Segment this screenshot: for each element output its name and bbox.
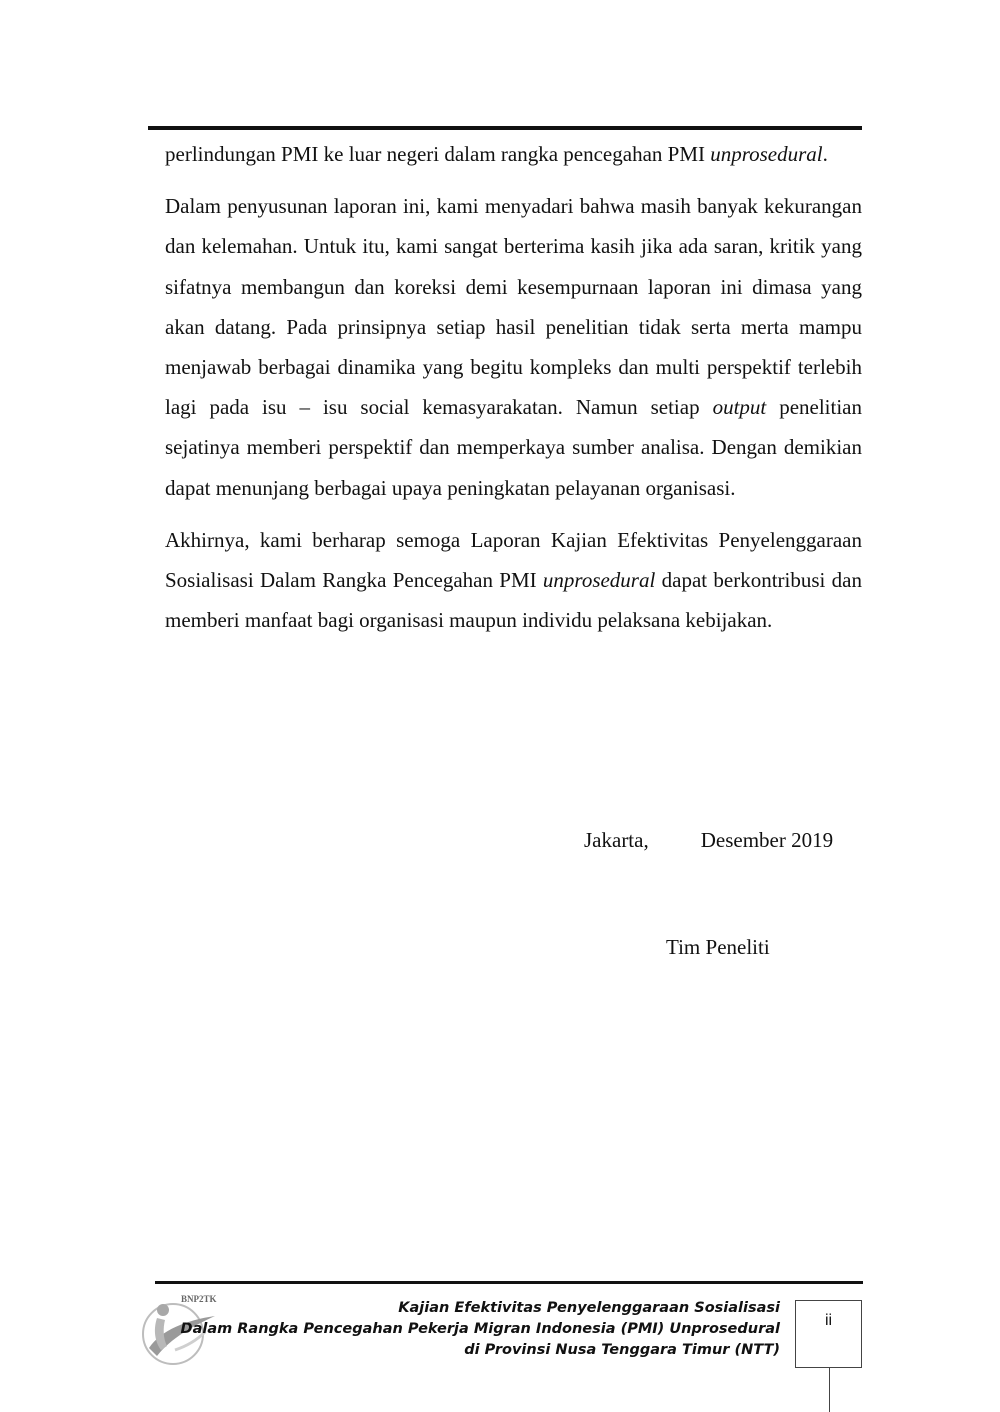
page-box-stem: [829, 1368, 830, 1412]
main-text: [165, 134, 862, 652]
paragraph-2: [165, 186, 862, 508]
svg-text:BNP2TK: BNP2TK: [181, 1294, 217, 1304]
paragraph-3: [165, 520, 862, 641]
paragraph-1: [165, 134, 862, 174]
place: Jakarta,: [584, 828, 649, 852]
place-date: [584, 823, 864, 857]
footer-line-2: Dalam Rangka Pencegahan Pekerja Migran Indonesia (PMI) Unprosedural: [180, 1321, 780, 1337]
p1-text-b: .: [822, 142, 828, 166]
footer-title: [180, 1298, 780, 1361]
p3-text-b: dapat berkontribusi dan memberi manfaat bagi organisasi maupun individu pelaksana kebijakan.: [165, 568, 862, 633]
date: Desember 2019: [700, 828, 834, 852]
p2-italic: output: [712, 395, 767, 420]
p3-italic: unprosedural: [542, 568, 656, 593]
p2-text-a: Dalam penyusunan laporan ini, kami menyadari bahwa masih banyak kekurangan dan kelemahan. Untuk itu, kami sangat berterima kasih jika ada saran, kritik yang sifatnya membangun dan koreksi demi kesempurnaan laporan ini dimasa yang akan datang. Pada prinsipnya setiap hasil penelitian tidak serta merta mampu menjawab berbagai dinamika yang begitu kompleks dan multi perspektif terlebih lagi pada isu – isu social kemasyarakatan. Namun setiap: [165, 194, 862, 420]
page-number-box: [795, 1300, 862, 1368]
footer-line-3: di Provinsi Nusa Tenggara Timur (NTT): [464, 1342, 780, 1358]
p1-text-a: perlindungan PMI ke luar negeri dalam rangka pencegahan PMI: [165, 142, 711, 166]
p3-text-a: Akhirnya, kami berharap semoga Laporan Kajian Efektivitas Penyelenggaraan Sosialisasi Dalam Rangka Pencegahan PMI: [165, 527, 862, 593]
p2-text-b: penelitian sejatinya memberi perspektif dan memperkaya sumber analisa. Dengan demikian dapat menunjang berbagai upaya peningkatan pelayanan organisasi.: [165, 395, 862, 500]
p1-italic: unprosedural: [710, 142, 823, 166]
header-rule: [148, 126, 862, 130]
signer: Tim Peneliti: [666, 935, 770, 959]
footer-rule: [155, 1281, 863, 1284]
footer-line-1: Kajian Efektivitas Penyelenggaraan Sosialisasi: [398, 1300, 780, 1316]
page-number: ii: [824, 1312, 833, 1329]
